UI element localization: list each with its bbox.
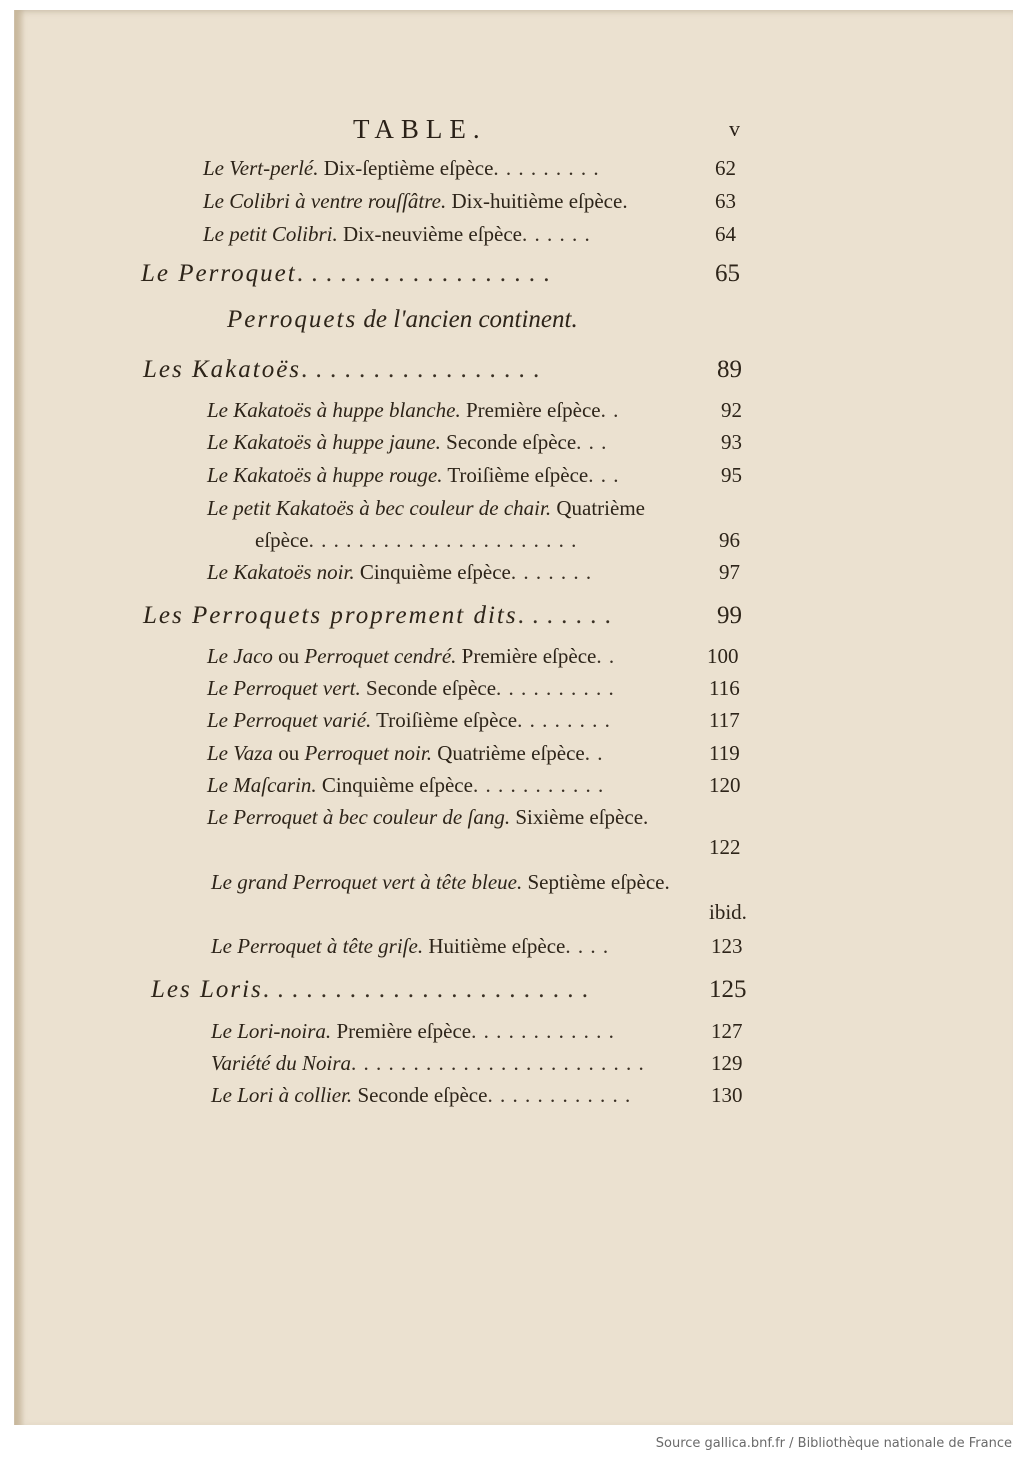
entry-page: 130 bbox=[711, 1083, 743, 1107]
toc-entry bbox=[15, 1051, 1013, 1081]
entry-dots: . . . . bbox=[565, 934, 610, 958]
toc-subheading bbox=[15, 306, 1013, 336]
entry-italic: Le Jaco bbox=[207, 644, 273, 668]
entry-italic: Variété du Noira bbox=[211, 1051, 351, 1075]
entry-roman: Dix-huitième eſpèce. bbox=[446, 189, 628, 213]
subheading-title: Perroquets bbox=[227, 306, 358, 333]
toc-entry bbox=[15, 934, 1013, 964]
entry-roman-2: Quatrième eſpèce bbox=[432, 741, 585, 765]
entry-roman: Dix-ſeptième eſpèce bbox=[318, 156, 494, 180]
entry-italic: Le Kakatoës à huppe rouge. bbox=[207, 463, 443, 487]
entry-roman: Seconde eſpèce bbox=[360, 676, 497, 700]
toc-entry bbox=[15, 773, 1013, 803]
entry-page: 63 bbox=[715, 189, 736, 213]
entry-roman: Huitième eſpèce bbox=[423, 934, 566, 958]
entry-roman: Sixième eſpèce. bbox=[510, 805, 649, 829]
entry-page: 62 bbox=[715, 156, 736, 180]
entry-dots: . . . . . . . . . . . . . . . . . . . . . . . bbox=[262, 976, 590, 1003]
toc-entry bbox=[15, 1083, 1013, 1113]
entry-italic: Le Kakatoës noir. bbox=[207, 560, 355, 584]
entry-dots: . . . . . . . bbox=[510, 560, 593, 584]
section-title: Les Perroquets proprement dits bbox=[143, 602, 518, 629]
toc-entry bbox=[15, 222, 1013, 252]
entry-dots: . . . . . . . bbox=[517, 602, 612, 629]
entry-italic: Le Perroquet varié. bbox=[207, 708, 372, 732]
entry-roman: Septième eſpèce. bbox=[522, 870, 670, 894]
entry-roman: Première eſpèce bbox=[331, 1019, 472, 1043]
entry-roman: eſpèce bbox=[255, 528, 309, 552]
entry-dots: . . . bbox=[588, 463, 620, 487]
entry-dots: . . . . . . . . . . . . . . . . . . . . . . bbox=[308, 528, 578, 552]
entry-page: 97 bbox=[719, 560, 740, 584]
entry-dots: . . . . . . . . . . . . bbox=[471, 1019, 615, 1043]
entry-dots: . . . . . . . . bbox=[517, 708, 611, 732]
entry-page: 122 bbox=[709, 835, 741, 859]
entry-italic: Le Kakatoës à huppe blanche. bbox=[207, 398, 461, 422]
toc-entry bbox=[15, 189, 1013, 219]
entry-page: 93 bbox=[721, 430, 742, 454]
entry-page: 100 bbox=[707, 644, 739, 668]
entry-dots: . . . . . . . . . . . . . . . . . bbox=[301, 356, 541, 383]
entry-italic: Le petit Colibri. bbox=[203, 222, 338, 246]
entry-italic: Le Kakatoës à huppe jaune. bbox=[207, 430, 441, 454]
toc-entry bbox=[15, 741, 1013, 771]
entry-italic: Le petit Kakatoës à bec couleur de chair. bbox=[207, 496, 552, 520]
entry-italic-2: Perroquet cendré. bbox=[304, 644, 457, 668]
entry-roman: ou bbox=[272, 741, 305, 765]
subheading-rest: de l'ancien continent. bbox=[357, 306, 578, 333]
toc-entry bbox=[15, 870, 1013, 900]
header-title: TABLE. bbox=[353, 114, 487, 144]
section-title: Le Perroquet bbox=[141, 260, 297, 287]
entry-page: 123 bbox=[711, 934, 743, 958]
toc-section bbox=[15, 976, 1013, 1006]
entry-page: 96 bbox=[719, 528, 740, 552]
entry-dots: . . bbox=[600, 398, 620, 422]
entry-page: 119 bbox=[709, 741, 740, 765]
entry-italic: Le Vert-perlé. bbox=[203, 156, 319, 180]
entry-roman: Seconde eſpèce bbox=[440, 430, 577, 454]
entry-page: 99 bbox=[717, 602, 742, 629]
entry-italic: Le Perroquet à tête griſe. bbox=[211, 934, 424, 958]
entry-italic: Le grand Perroquet vert à tête bleue. bbox=[211, 870, 523, 894]
entry-roman-2: Première eſpèce bbox=[456, 644, 597, 668]
toc-section bbox=[15, 356, 1013, 386]
entry-dots: . . bbox=[584, 741, 604, 765]
entry-italic: Le Maſcarin. bbox=[207, 773, 317, 797]
toc-entry bbox=[15, 398, 1013, 428]
toc-entry bbox=[15, 560, 1013, 590]
entry-italic: Le Vaza bbox=[207, 741, 273, 765]
entry-italic: Le Lori à collier. bbox=[211, 1083, 353, 1107]
running-header bbox=[15, 114, 1013, 148]
toc-entry bbox=[15, 805, 1013, 835]
entry-dots: . . . . . . . . . . . . . . . . . . . . . . . . bbox=[351, 1051, 645, 1075]
entry-dots: . . bbox=[596, 644, 616, 668]
toc-entry bbox=[15, 496, 1013, 526]
entry-roman: Première eſpèce bbox=[460, 398, 601, 422]
entry-roman: Cinquième eſpèce bbox=[316, 773, 473, 797]
toc-entry bbox=[15, 708, 1013, 738]
header-page-numeral: v bbox=[729, 116, 740, 141]
entry-page: 95 bbox=[721, 463, 742, 487]
entry-page: 120 bbox=[709, 773, 741, 797]
entry-page: ibid. bbox=[709, 900, 747, 924]
entry-page: 89 bbox=[717, 356, 742, 383]
toc-section bbox=[15, 260, 1013, 290]
entry-roman: ou bbox=[272, 644, 305, 668]
toc-entry bbox=[15, 644, 1013, 674]
entry-dots: . . . . . . . . . . . . bbox=[487, 1083, 632, 1107]
entry-italic: Le Lori-noira. bbox=[211, 1019, 332, 1043]
entry-dots: . . . . . . bbox=[522, 222, 591, 246]
toc-entry bbox=[15, 463, 1013, 493]
entry-roman: Seconde eſpèce bbox=[352, 1083, 488, 1107]
book-page bbox=[14, 10, 1013, 1425]
source-credit: Source gallica.bnf.fr / Bibliothèque nationale de France bbox=[655, 1436, 1012, 1451]
entry-dots: . . . . . . . . . . . bbox=[472, 773, 605, 797]
entry-italic: Le Perroquet à bec couleur de ſang. bbox=[207, 805, 511, 829]
entry-roman: Troiſième eſpèce bbox=[371, 708, 518, 732]
entry-dots: . . . . . . . . . . bbox=[496, 676, 615, 700]
section-title: Les Kakatoës bbox=[143, 356, 302, 383]
entry-roman: Cinquième eſpèce bbox=[354, 560, 511, 584]
entry-page: 116 bbox=[709, 676, 740, 700]
entry-dots: . . . bbox=[576, 430, 608, 454]
toc-entry bbox=[15, 156, 1013, 186]
entry-page: 64 bbox=[715, 222, 736, 246]
toc-entry bbox=[15, 430, 1013, 460]
entry-page: 92 bbox=[721, 398, 742, 422]
toc-entry bbox=[15, 1019, 1013, 1049]
entry-roman: Dix-neuvième eſpèce bbox=[337, 222, 523, 246]
entry-italic-2: Perroquet noir. bbox=[304, 741, 432, 765]
entry-page: 129 bbox=[711, 1051, 743, 1075]
entry-italic: Le Colibri à ventre rouſſâtre. bbox=[203, 189, 447, 213]
entry-roman: Troiſième eſpèce bbox=[442, 463, 589, 487]
section-title: Les Loris bbox=[151, 976, 263, 1003]
entry-roman: Quatrième bbox=[551, 496, 645, 520]
entry-italic: Le Perroquet vert. bbox=[207, 676, 361, 700]
entry-dots: . . . . . . . . . . . . . . . . . . bbox=[296, 260, 551, 287]
entry-page: 127 bbox=[711, 1019, 743, 1043]
toc-entry bbox=[15, 676, 1013, 706]
toc-entry-continuation bbox=[15, 528, 1013, 558]
toc-entry-continuation bbox=[15, 900, 1013, 930]
entry-dots: . . . . . . . . . bbox=[493, 156, 600, 180]
entry-page: 65 bbox=[715, 260, 740, 287]
toc-section bbox=[15, 602, 1013, 632]
toc-entry-continuation bbox=[15, 835, 1013, 865]
entry-page: 117 bbox=[709, 708, 740, 732]
entry-page: 125 bbox=[709, 976, 747, 1003]
